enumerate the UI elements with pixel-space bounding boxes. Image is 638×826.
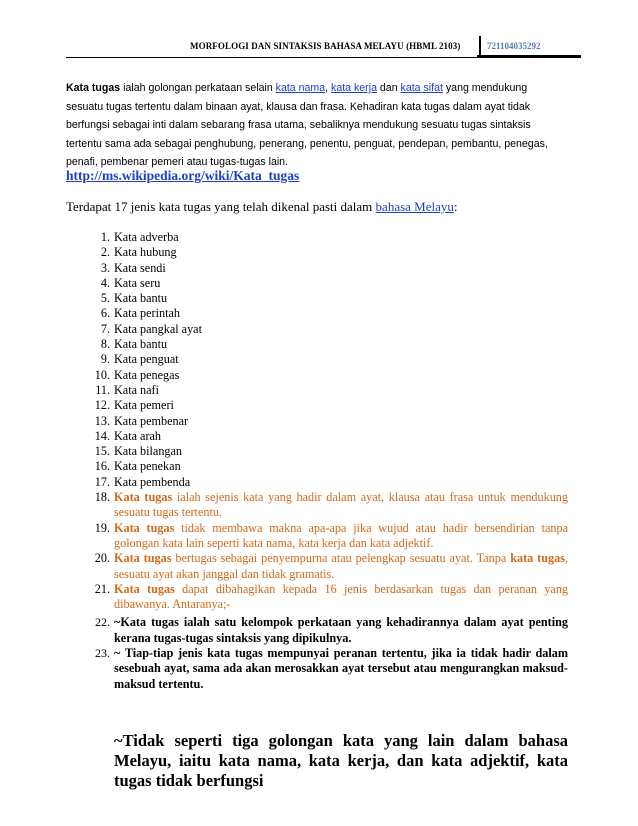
list-item (78, 429, 568, 444)
item-number: 5. (100, 291, 110, 306)
list-item (78, 306, 568, 321)
item-number: 16. (94, 459, 110, 474)
wikipedia-url-link[interactable]: http://ms.wikipedia.org/wiki/Kata_tugas (66, 168, 300, 183)
item-text: Kata pembenda (114, 474, 191, 489)
kata-tugas-list (78, 230, 568, 692)
item-text: Kata seru (114, 275, 161, 290)
item-text: Kata adverba (114, 230, 179, 244)
list-item-definition (78, 551, 568, 582)
lead-sentence (66, 199, 458, 215)
link-kata-kerja[interactable]: kata kerja (331, 82, 377, 94)
list-item (78, 398, 568, 413)
item-text: Kata arah (114, 428, 162, 443)
list-item-statement (78, 615, 568, 646)
list-item (78, 444, 568, 459)
item-text: ialah sejenis kata yang hadir dalam ayat, klausa atau frasa untuk mendukung sesuatu tugas tertentu. (114, 490, 568, 520)
item-number: 14. (94, 428, 110, 443)
item-number: 11. (95, 382, 110, 397)
item-number: 13. (94, 413, 110, 428)
list-item-statement (78, 646, 568, 692)
item-bold-term: Kata tugas (114, 581, 175, 596)
item-text: ~ Tiap-tiap jenis kata tugas mempunyai peranan tertentu, jika ia tidak hadir dalam sesebuah ayat, sama ada akan merosakkan ayat tersebut atau mengurangkan maksud-maksud tertentu. (114, 646, 568, 691)
item-bold-term: Kata tugas (114, 551, 172, 566)
list-item (78, 337, 568, 352)
list-item (78, 368, 568, 383)
item-number: 2. (100, 245, 110, 260)
lead-text: Terdapat 17 jenis kata tugas yang telah dikenal pasti dalam (66, 199, 376, 214)
item-text: ~Kata tugas ialah satu kelompok perkataan yang kehadirannya dalam ayat penting kerana tugas-tugas sintaksis yang dipikulnya. (114, 615, 568, 645)
item-number: 15. (94, 444, 110, 459)
list-item (78, 230, 568, 245)
item-text: Kata pangkal ayat (114, 321, 202, 336)
intro-term: Kata tugas (66, 82, 121, 94)
item-number: 19. (94, 520, 110, 535)
list-item (78, 459, 568, 474)
item-text: bertugas sebagai penyempurna atau pelengkap sesuatu ayat. Tanpa (171, 551, 511, 566)
lead-end: : (453, 199, 458, 214)
item-number: 3. (100, 260, 110, 275)
item-text: Kata penegas (114, 367, 180, 382)
item-number: 22. (95, 615, 110, 630)
tail-paragraph: ~Tidak seperti tiga golongan kata yang lain dalam bahasa Melayu, iaitu kata nama, kata kerja, dan kata adjektif, kata tugas tidak berfungsi (114, 731, 568, 790)
header-rule (66, 57, 581, 58)
item-number: 1. (100, 230, 110, 244)
item-number: 4. (100, 275, 110, 290)
list-item (78, 352, 568, 367)
header-id: 721104035292 (487, 41, 541, 51)
intro-paragraph (66, 79, 566, 172)
page-header (0, 36, 638, 58)
list-item (78, 245, 568, 260)
list-item-definition (78, 490, 568, 521)
item-number: 6. (100, 306, 110, 321)
item-number: 8. (100, 337, 110, 352)
item-text: Kata pemeri (114, 398, 174, 413)
item-text: dapat dibahagikan kepada 16 jenis berdasarkan tugas dan peranan yang dibawanya. Antaranya;- (114, 581, 569, 612)
list-item (78, 291, 568, 306)
intro-text-1: ialah golongan perkataan selain (120, 82, 276, 94)
item-bold-term: Kata tugas (114, 520, 175, 535)
item-text: , sesuatu ayat akan janggal dan tidak gramatis. (114, 551, 568, 581)
item-number: 9. (100, 352, 110, 367)
item-text: Kata bilangan (114, 444, 183, 459)
header-divider (479, 36, 481, 57)
item-bold-term: kata tugas (510, 551, 565, 566)
list-item (78, 322, 568, 337)
list-item-definition (78, 521, 568, 552)
list-item (78, 383, 568, 398)
item-text: Kata bantu (114, 337, 168, 352)
item-number: 21. (94, 581, 110, 596)
list-item (78, 261, 568, 276)
item-text: Kata perintah (114, 306, 180, 321)
header-title: MORFOLOGI DAN SINTAKSIS BAHASA MELAYU (HBML 2103) (190, 41, 461, 51)
item-number: 23. (95, 646, 110, 661)
link-kata-nama[interactable]: kata nama (275, 82, 326, 94)
item-text: Kata bantu (114, 291, 168, 306)
item-text: Kata penguat (114, 352, 179, 367)
item-text: Kata nafi (114, 382, 160, 397)
item-text: Kata pembenar (114, 413, 189, 428)
item-text: Kata sendi (114, 260, 166, 275)
item-number: 12. (94, 398, 110, 413)
item-number: 18. (94, 490, 110, 505)
item-text: tidak membawa makna apa-apa jika wujud atau hadir bersendirian tanpa golongan kata lain seperti kata nama, kata kerja dan kata adjektif. (114, 520, 568, 550)
intro-sep-2: dan (376, 82, 401, 94)
link-kata-sifat[interactable]: kata sifat (400, 82, 443, 94)
link-bahasa-melayu[interactable]: bahasa Melayu (375, 199, 454, 214)
item-number: 20. (94, 551, 110, 566)
list-item (78, 414, 568, 429)
item-number: 17. (94, 474, 110, 489)
item-text: Kata penekan (114, 459, 181, 474)
list-item-definition (78, 582, 568, 613)
item-text: Kata hubung (114, 245, 177, 260)
intro-sep-1: , (325, 82, 332, 94)
item-bold-term: Kata tugas (114, 490, 173, 505)
list-item (78, 475, 568, 490)
intro-text-2: yang mendukung sesuatu tugas tertentu dalam binaan ayat, klausa dan frasa. Kehadiran kata tugas dalam ayat tidak berfungsi sebagai inti dalam sebarang frasa utama, sebaliknya mendukung sesuatu tugas sintaksis tertentu sama ada sebagai penghubung, penerang, penentu, penguat, pendepan, pembantu, penegas, penafi, pembenar pemeri atau tugas-tugas lain. (66, 82, 548, 169)
list-item (78, 276, 568, 291)
item-number: 10. (94, 367, 110, 382)
item-number: 7. (100, 321, 110, 336)
